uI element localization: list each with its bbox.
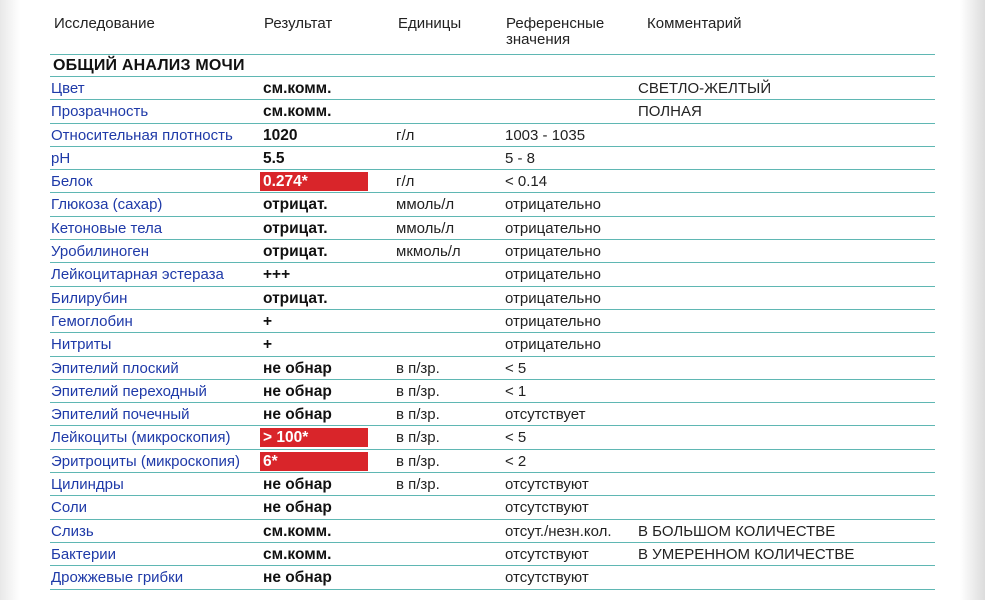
result-value: не обнар — [263, 499, 332, 517]
header-result: Результат — [264, 15, 333, 32]
reference-value: отрицательно — [505, 312, 601, 330]
result-value-abnormal: 6* — [260, 452, 368, 471]
header-reference: Референсные значения — [506, 15, 605, 48]
test-name: Соли — [51, 499, 87, 517]
page-shadow-left — [0, 0, 20, 600]
table-row — [50, 450, 935, 473]
table-row — [50, 543, 935, 566]
reference-value: 1003 - 1035 — [505, 126, 586, 144]
table-row — [50, 496, 935, 519]
table-row — [50, 217, 935, 240]
test-name: Нитриты — [51, 336, 112, 354]
table-row — [50, 240, 935, 263]
reference-value: отрицательно — [505, 266, 601, 284]
page-shadow-right — [960, 0, 985, 600]
section-title: ОБЩИЙ АНАЛИЗ МОЧИ — [53, 57, 245, 74]
test-name: Цилиндры — [51, 476, 124, 494]
reference-value: отсутствует — [505, 406, 586, 424]
reference-value: отсут./незн.кол. — [505, 522, 612, 540]
table-row — [50, 380, 935, 403]
table-row — [50, 124, 935, 147]
units: г/л — [396, 126, 415, 144]
table-row — [50, 426, 935, 449]
reference-value: < 0.14 — [505, 173, 548, 191]
comment: ПОЛНАЯ — [638, 103, 702, 121]
table-row — [50, 566, 935, 589]
reference-value: отрицательно — [505, 336, 601, 354]
reference-value: < 5 — [505, 429, 527, 447]
comment: В БОЛЬШОМ КОЛИЧЕСТВЕ — [638, 522, 836, 540]
result-value-abnormal: > 100* — [260, 428, 368, 447]
test-name: Эпителий переходный — [51, 382, 207, 400]
result-value: см.комм. — [263, 522, 332, 540]
table-header — [50, 0, 935, 55]
test-name: Билирубин — [51, 289, 128, 307]
units: ммоль/л — [396, 196, 455, 214]
table-row — [50, 287, 935, 310]
table-row — [50, 147, 935, 170]
section-header — [50, 55, 935, 77]
test-name: Гемоглобин — [51, 312, 133, 330]
results-table-body — [50, 77, 935, 590]
test-name: pH — [51, 149, 71, 167]
table-row — [50, 333, 935, 356]
table-row — [50, 170, 935, 193]
reference-value: < 5 — [505, 359, 527, 377]
test-name: Эпителий плоский — [51, 359, 179, 377]
units: мкмоль/л — [396, 243, 461, 261]
reference-value: < 1 — [505, 382, 527, 400]
test-name: Относительная плотность — [51, 126, 233, 144]
reference-value: отрицательно — [505, 196, 601, 214]
test-name: Цвет — [51, 80, 85, 97]
lab-report-sheet — [50, 0, 935, 600]
table-row — [50, 193, 935, 216]
reference-value: отсутствуют — [505, 569, 589, 587]
reference-value: отсутствуют — [505, 545, 589, 563]
test-name: Слизь — [51, 522, 94, 540]
test-name: Бактерии — [51, 545, 117, 563]
test-name: Уробилиноген — [51, 243, 150, 261]
units: в п/зр. — [396, 406, 440, 424]
result-value: не обнар — [263, 406, 332, 424]
units: в п/зр. — [396, 382, 440, 400]
reference-value: < 2 — [505, 452, 527, 470]
result-value: не обнар — [263, 359, 332, 377]
reference-value: 5 - 8 — [505, 149, 536, 167]
result-value: 1020 — [263, 126, 298, 144]
test-name: Лейкоцитарная эстераза — [51, 266, 224, 284]
reference-value: отрицательно — [505, 289, 601, 307]
table-row — [50, 77, 935, 100]
units: в п/зр. — [396, 359, 440, 377]
test-name: Эритроциты (микроскопия) — [51, 452, 240, 470]
header-units: Единицы — [398, 15, 462, 32]
units: ммоль/л — [396, 219, 455, 237]
result-value: см.комм. — [263, 545, 332, 563]
table-row — [50, 473, 935, 496]
result-value: отрицат. — [263, 219, 328, 237]
reference-value: отсутствуют — [505, 499, 589, 517]
header-comment: Комментарий — [647, 15, 742, 32]
result-value: см.комм. — [263, 103, 332, 121]
result-value: + — [263, 336, 273, 354]
table-row — [50, 520, 935, 543]
result-value: 5.5 — [263, 149, 285, 167]
units: в п/зр. — [396, 452, 440, 470]
test-name: Кетоновые тела — [51, 219, 163, 237]
comment: В УМЕРЕННОМ КОЛИЧЕСТВЕ — [638, 545, 855, 563]
comment: СВЕТЛО-ЖЕЛТЫЙ — [638, 80, 772, 97]
test-name: Дрожжевые грибки — [51, 569, 184, 587]
units: в п/зр. — [396, 476, 440, 494]
table-row — [50, 310, 935, 333]
test-name: Эпителий почечный — [51, 406, 190, 424]
result-value-abnormal: 0.274* — [260, 172, 368, 191]
units: в п/зр. — [396, 429, 440, 447]
units: г/л — [396, 173, 415, 191]
header-test: Исследование — [54, 15, 155, 32]
reference-value: отсутствуют — [505, 476, 589, 494]
table-row — [50, 403, 935, 426]
result-value: см.комм. — [263, 80, 332, 97]
result-value: не обнар — [263, 569, 332, 587]
test-name: Лейкоциты (микроскопия) — [51, 429, 231, 447]
test-name: Прозрачность — [51, 103, 149, 121]
table-row — [50, 263, 935, 286]
table-row — [50, 357, 935, 380]
table-row — [50, 100, 935, 123]
result-value: + — [263, 312, 273, 330]
result-value: не обнар — [263, 382, 332, 400]
result-value: +++ — [263, 266, 291, 284]
result-value: отрицат. — [263, 196, 328, 214]
reference-value: отрицательно — [505, 219, 601, 237]
result-value: отрицат. — [263, 243, 328, 261]
test-name: Белок — [51, 173, 93, 191]
result-value: не обнар — [263, 476, 332, 494]
test-name: Глюкоза (сахар) — [51, 196, 163, 214]
reference-value: отрицательно — [505, 243, 601, 261]
result-value: отрицат. — [263, 289, 328, 307]
